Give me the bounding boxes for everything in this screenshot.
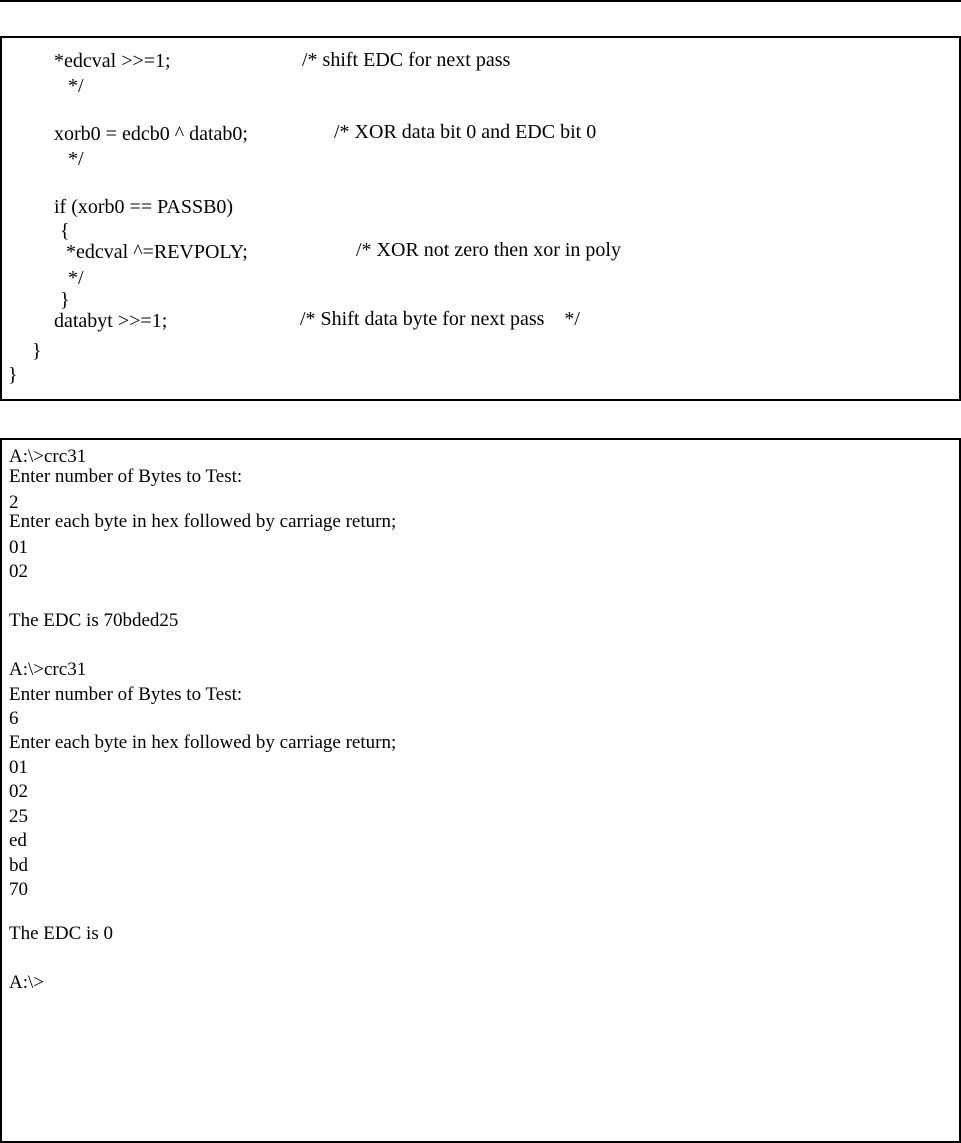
terminal-line: 01 [9,537,28,558]
terminal-line: bd [9,855,28,876]
terminal-line: 01 [9,757,28,778]
code-line: databyt >>=1; [54,310,168,332]
code-line: } [60,289,70,311]
terminal-line: 25 [9,806,28,827]
code-line: xorb0 = edcb0 ^ datab0; [54,123,248,145]
terminal-line: Enter number of Bytes to Test: [9,684,243,705]
code-line: */ [68,267,84,289]
code-line: if (xorb0 == PASSB0) [54,196,234,218]
terminal-line: Enter each byte in hex followed by carriage return; [9,511,397,532]
code-line: } [8,364,18,386]
terminal-line: A:\>crc31 [9,659,87,680]
terminal-line: The EDC is 0 [9,923,113,944]
code-line: *edcval >>=1; [54,50,171,72]
terminal-line: 6 [9,708,19,729]
terminal-line: A:\>crc31 [9,446,87,467]
code-comment: /* Shift data byte for next pass */ [300,308,580,330]
code-comment: /* XOR data bit 0 and EDC bit 0 [334,121,597,143]
top-rule [0,0,961,2]
code-line: } [32,340,42,362]
code-line: */ [68,148,84,170]
code-comment: /* shift EDC for next pass [302,49,511,71]
terminal-line: 70 [9,879,28,900]
code-line: { [60,220,70,242]
terminal-prompt: A:\> [9,972,44,993]
terminal-line: ed [9,830,27,851]
terminal-line: 02 [9,781,28,802]
code-line: */ [68,75,84,97]
terminal-line: 2 [9,492,19,513]
terminal-line: The EDC is 70bded25 [9,610,179,631]
terminal-line: 02 [9,561,28,582]
code-listing-box [0,36,961,401]
terminal-output-box [0,438,961,1143]
terminal-line: Enter number of Bytes to Test: [9,466,243,487]
code-comment: /* XOR not zero then xor in poly [356,239,621,261]
terminal-line: Enter each byte in hex followed by carriage return; [9,732,397,753]
code-line: *edcval ^=REVPOLY; [66,241,248,263]
